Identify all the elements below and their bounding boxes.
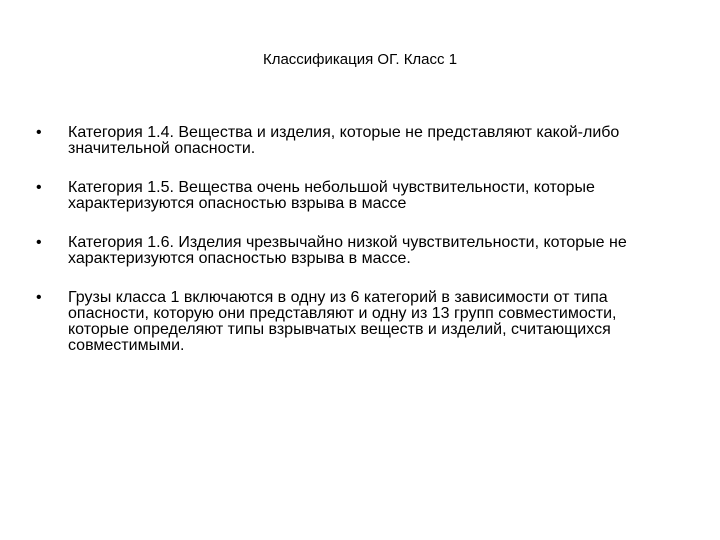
bullet-text: Категория 1.4. Вещества и изделия, которые не представляют какой-либо значительной опасности. — [68, 124, 620, 157]
bullet-text: Грузы класса 1 включаются в одну из 6 категорий в зависимости от типа опасности, которую они представляют и одну из 13 групп совместимости, которые определяют типы взрывчатых веществ и изделий, считающихся совместимыми. — [68, 289, 617, 354]
bullet-list — [36, 125, 656, 354]
bullet-item-category-1-4 — [36, 125, 656, 157]
slide-title-text: Классификация ОГ. Класс 1 — [262, 51, 458, 68]
bullet-text: Категория 1.5. Вещества очень небольшой чувствительности, которые характеризуются опасностью взрыва в массе — [68, 179, 595, 212]
bullet-text: Категория 1.6. Изделия чрезвычайно низкой чувствительности, которые не характеризуются опасностью взрыва в массе. — [68, 234, 627, 267]
bullet-dot-icon: • — [36, 179, 42, 196]
bullet-item-class-1-summary — [36, 290, 656, 354]
bullet-dot-icon: • — [36, 234, 42, 251]
bullet-item-category-1-5 — [36, 180, 656, 212]
bullet-item-category-1-6 — [36, 235, 656, 267]
bullet-dot-icon: • — [36, 289, 42, 306]
slide-title — [0, 50, 720, 70]
bullet-dot-icon: • — [36, 124, 42, 141]
